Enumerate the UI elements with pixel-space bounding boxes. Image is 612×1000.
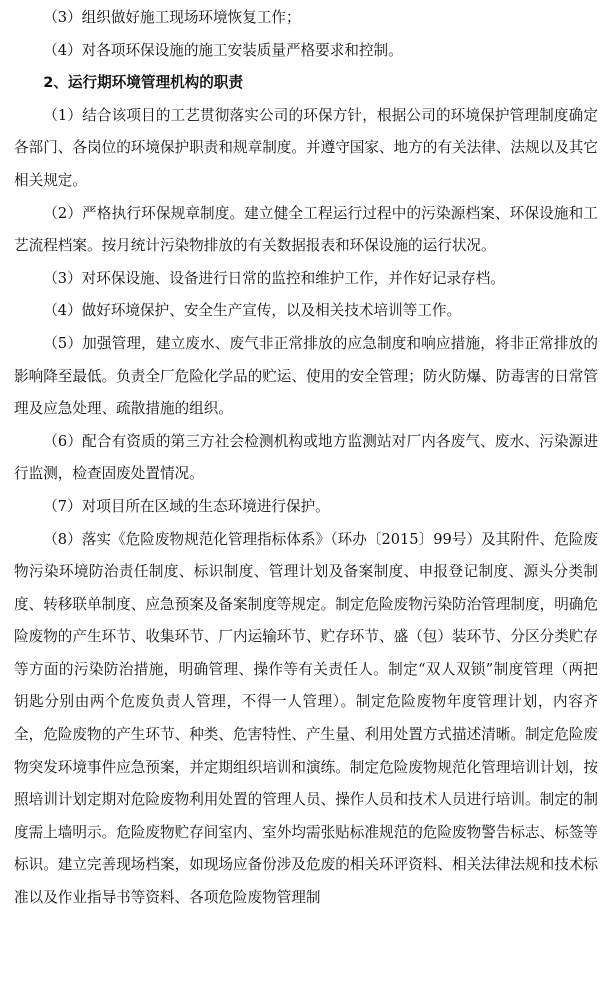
paragraph-duty-2: （2）严格执行环保规章制度。建立健全工程运行过程中的污染源档案、环保设施和工艺流程档案。按月统计污染物排放的有关数据报表和环保设施的运行状况。 [14,204,598,255]
paragraph-duty-6: （6）配合有资质的第三方社会检测机构或地方监测站对厂内各废气、废水、污染源进行监测，检查固废处置情况。 [14,432,598,483]
paragraph-construction-item-3: （3）组织做好施工现场环境恢复工作； [43,9,301,26]
paragraph-duty-5: （5）加强管理，建立废水、废气非正常排放的应急制度和响应措施，将非正常排放的影响降至最低。负责全厂危险化学品的贮运、使用的安全管理；防火防爆、防毒害的日常管理及应急处理、疏散措施的组织。 [14,334,598,418]
paragraph-duty-7: （7）对项目所在区域的生态环境进行保护。 [43,497,330,515]
paragraph-duty-8: （8）落实《危险废物规范化管理指标体系》（环办〔2015〕99号）及其附件、危险废物污染环境防治责任制度、标识制度、管理计划及备案制度、申报登记制度、源头分类制度、转移联单制度、应急预案及备案制度等规定。制定危险废物污染防治管理制度，明确危险废物的产生环节、收集环节、厂内运输环节、贮存环节、盛（包）装环节、分区分类贮存等方面的污染防治措施，明确管理、操作等有关责任人。制定“双人双锁”制度管理（两把钥匙分别由两个危废负责人管理，不得一人管理）。制定危险废物年度管理计划，内容齐全，危险废物的产生环节、种类、危害特性、产生量、利用处置方式描述清晰。制定危险废物突发环境事件应急预案，并定期组织培训和演练。制定危险废物规范化管理培训计划，按照培训计划定期对危险废物利用处置的管理人员、操作人员和技术人员进行培训。制定的制度需上墙明示。危险废物贮存间室内、室外均需张贴标准规范的危险废物警告标志、标签等标识。建立完善现场档案，如现场应备份涉及危废的相关环评资料、相关法律法规和技术标准以及作业指导书等资料、各项危险废物管理制 [14,530,598,907]
paragraph-construction-item-4: （4）对各项环保设施的施工安装质量严格要求和控制。 [43,41,403,59]
paragraph-duty-3: （3）对环保设施、设备进行日常的监控和维护工作，并作好记录存档。 [43,269,505,287]
paragraph-duty-4: （4）做好环境保护、安全生产宣传，以及相关技术培训等工作。 [43,302,462,320]
section-heading: 2、运行期环境管理机构的职责 [43,74,244,92]
paragraph-duty-1: （1）结合该项目的工艺贯彻落实公司的环保方针，根据公司的环境保护管理制度确定各部门、各岗位的环境保护职责和规章制度。并遵守国家、地方的有关法律、法规以及其它相关规定。 [14,106,598,189]
